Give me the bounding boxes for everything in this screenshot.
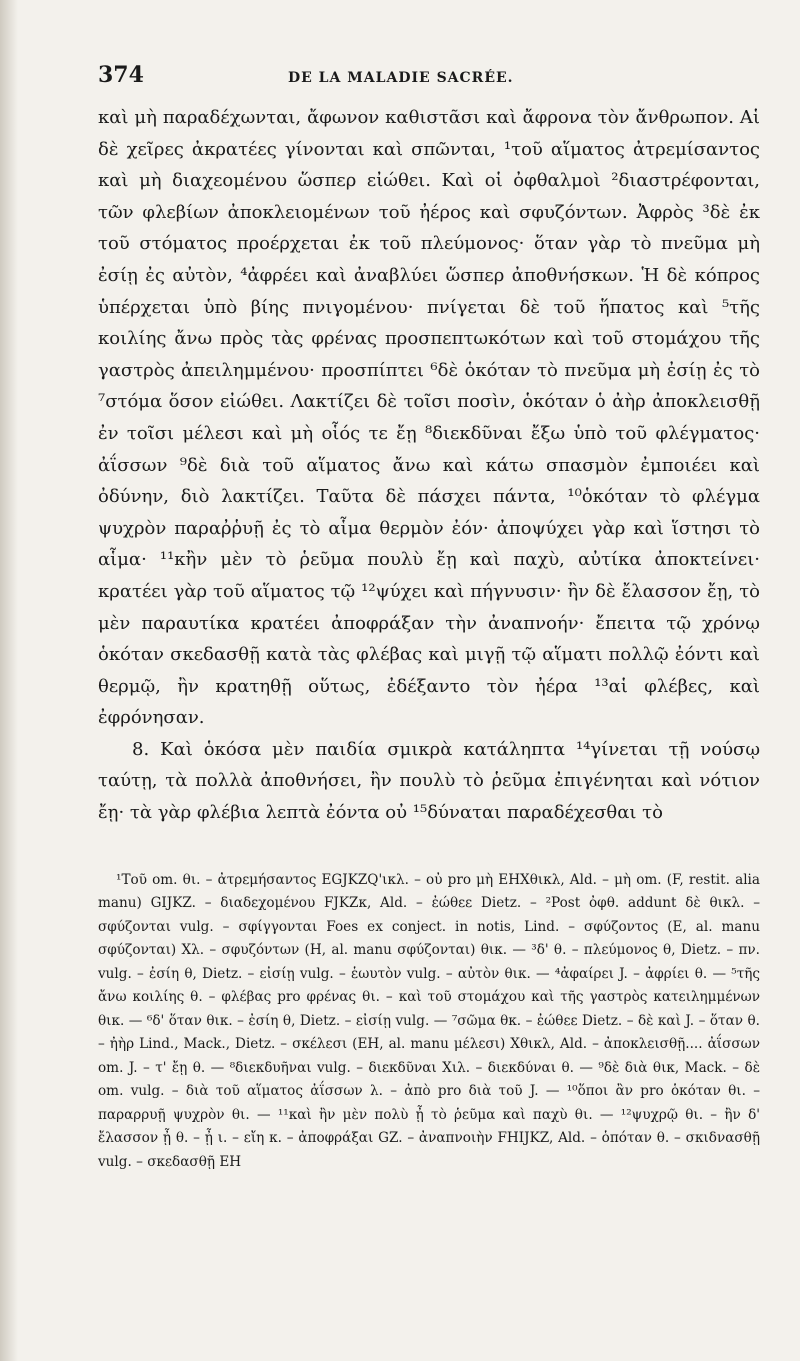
running-title: DE LA MALADIE SACRÉE.: [288, 70, 514, 86]
footnote-separator: [98, 829, 760, 859]
footnotes: [98, 869, 760, 1175]
page-gutter-shadow: [0, 0, 18, 1361]
footnote-apparatus: ¹Τοῦ om. θι. – ἀτρεμήσαντος EGJKZQ'ικλ. – οὐ pro μὴ EHXθικλ, Ald. – μὴ om. (F, restit. alia manu) GIJKZ. – διαδεχομένου FJKZκ, Ald. – ἐώθεε Dietz. – ²Post ὀφθ. addunt δὲ θικλ. – σφύζονται vulg. – σφίγγονται Foes ex conject. in notis, Lind. – σφύζοντος (E, al. manu σφύζονται) Χλ. – σφυζόντων (H, al. manu σφύζονται) θικ. — ³δ' θ. – πλεύμονος θ, Dietz. – πν. vulg. – ἐσίη θ, Dietz. – εἰσίῃ vulg. – ἑωυτὸν vulg. – αὐτὸν θικ. — ⁴ἀφαίρει J. – ἀφρίει θ. — ⁵τῆς ἄνω κοιλίης θ. – φλέβας pro φρένας θι. – καὶ τοῦ στομάχου καὶ τῆς γαστρὸς κατειλημμένων θικ. — ⁶δ' ὅταν θικ. – ἐσίη θ, Dietz. – εἰσίῃ vulg. — ⁷σῶμα θκ. – ἐώθεε Dietz. – δὲ καὶ J. – ὅταν θ. – ἠὴρ Lind., Mack., Dietz. – σκέλεσι (EH, al. manu μέλεσι) Χθικλ, Ald. – ἀποκλεισθῇ.... ἀΐσσων om. J. – τ' ἔῃ θ. — ⁸διεκδυῆναι vulg. – διεκδῦναι Χιλ. – διεκδύναι θ. — ⁹δὲ διὰ θικ, Mack. – δὲ om. vulg. – διὰ τοῦ αἵματος ἀΐσσων λ. – ἀπὸ pro διὰ τοῦ J. — ¹⁰ὅποι ἂν pro ὁκόταν θι. – παραρρυῇ ψυχρὸν θι. — ¹¹καὶ ἢν μὲν πολὺ ᾖ τὸ ῥεῦμα καὶ παχὺ θι. — ¹²ψυχρῷ θι. – ἢν δ' ἔλασσον ᾖ θ. – ᾖ ι. – εἴη κ. – ἀποφράξαι GZ. – ἀναπνοιὴν FHIJKZ, Ald. – ὁπόταν θ. – σκιδνασθῇ vulg. – σκεδασθῇ EH: [98, 871, 760, 1170]
paragraph-continued: καὶ μὴ παραδέχωνται, ἄφωνον καθιστᾶσι καὶ ἄφρονα τὸν ἄνθρωπον. Αἱ δὲ χεῖρες ἀκρατέες γίνονται καὶ σπῶνται, ¹τοῦ αἵματος ἀτρεμίσαντος καὶ μὴ διαχεομένου ὥσπερ εἰώθει. Καὶ οἱ ὀφθαλμοὶ ²διαστρέφονται, τῶν φλεβίων ἀποκλειομένων τοῦ ἠέρος καὶ σφυζόντων. Ἀφρὸς ³δὲ ἐκ τοῦ στόματος προέρχεται ἐκ τοῦ πλεύμονος· ὅταν γὰρ τὸ πνεῦμα μὴ ἐσίῃ ἐς αὐτὸν, ⁴ἀφρέει καὶ ἀναβλύει ὥσπερ ἀποθνήσκων. Ἡ δὲ κόπρος ὑπέρχεται ὑπὸ βίης πνιγομένου· πνίγεται δὲ τοῦ ἥπατος καὶ ⁵τῆς κοιλίης ἄνω πρὸς τὰς φρένας προσπεπτωκότων καὶ τοῦ στομάχου τῆς γαστρὸς ἀπειλημμένου· προσπίπτει ⁶δὲ ὁκόταν τὸ πνεῦμα μὴ ἐσίῃ ἐς τὸ ⁷στόμα ὅσον εἰώθει. Λακτίζει δὲ τοῖσι ποσὶν, ὁκόταν ὁ ἀὴρ ἀποκλεισθῇ ἐν τοῖσι μέλεσι καὶ μὴ οἷός τε ἔῃ ⁸διεκδῦναι ἔξω ὑπὸ τοῦ φλέγματος· ἀΐσσων ⁹δὲ διὰ τοῦ αἵματος ἄνω καὶ κάτω σπασμὸν ἐμποιέει καὶ ὀδύνην, διὸ λακτίζει. Ταῦτα δὲ πάσχει πάντα, ¹⁰ὁκόταν τὸ φλέγμα ψυχρὸν παραῤῥυῇ ἐς τὸ αἷμα θερμὸν ἐόν· ἀποψύχει γὰρ καὶ ἵστησι τὸ αἷμα· ¹¹κἢν μὲν τὸ ῥεῦμα πουλὺ ἔῃ καὶ παχὺ, αὐτίκα ἀποκτείνει· κρατέει γὰρ τοῦ αἵματος τῷ ¹²ψύχει καὶ πήγνυσιν· ἢν δὲ ἔλασσον ἔῃ, τὸ μὲν παραυτίκα κρατέει ἀποφράξαν τὴν ἀναπνοήν· ἔπειτα τῷ χρόνῳ ὁκόταν σκεδασθῇ κατὰ τὰς φλέβας καὶ μιγῇ τῷ αἵματι πολλῷ ἐόντι καὶ θερμῷ, ἢν κρατηθῇ οὕτως, ἐδέξαντο τὸν ἠέρα ¹³αἱ φλέβες, καὶ ἐφρόνησαν.: [98, 107, 760, 729]
paragraph-section-8: 8. Καὶ ὁκόσα μὲν παιδία σμικρὰ κατάληπτα ¹⁴γίνεται τῇ νούσῳ ταύτῃ, τὰ πολλὰ ἀποθνήσει, ἢν πουλὺ τὸ ῥεῦμα ἐπιγένηται καὶ νότιον ἔῃ· τὰ γὰρ φλέβια λεπτὰ ἐόντα οὐ ¹⁵δύναται παραδέχεσθαι τὸ: [98, 738, 760, 824]
running-header: [98, 62, 760, 98]
page-number: 374: [98, 62, 144, 88]
main-text: [98, 102, 760, 829]
